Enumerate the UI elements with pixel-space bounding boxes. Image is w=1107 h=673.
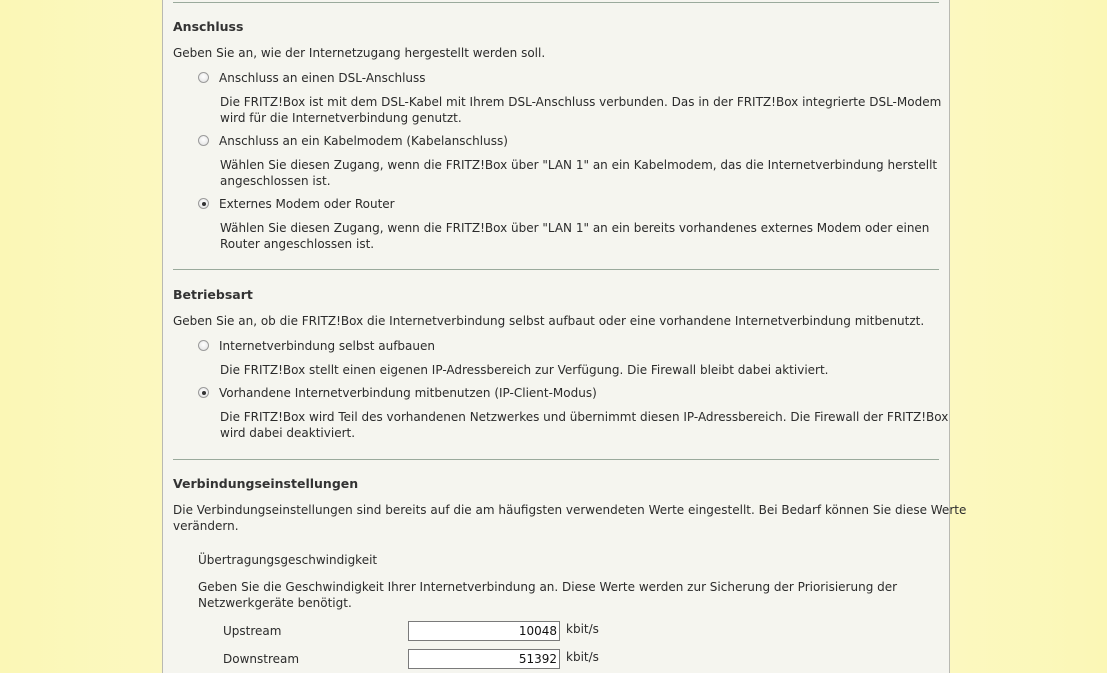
- radio-selbst-aufbauen[interactable]: [198, 340, 209, 351]
- section-heading-anschluss: Anschluss: [173, 19, 244, 34]
- option-desc-externes-modem-1: Wählen Sie diesen Zugang, wenn die FRITZ!Box über "LAN 1" an ein bereits vorhandenes externes Modem oder einen: [220, 221, 930, 235]
- anschluss-intro: Geben Sie an, wie der Internetzugang hergestellt werden soll.: [173, 46, 546, 60]
- option-desc-kabelmodem-1: Wählen Sie diesen Zugang, wenn die FRITZ!Box über "LAN 1" an ein Kabelmodem, das die Internetverbindung herstellt: [220, 158, 938, 172]
- speed-desc-2: Netzwerkgeräte benötigt.: [198, 596, 352, 610]
- radio-externes-modem[interactable]: [198, 198, 209, 209]
- downstream-input[interactable]: 51392: [408, 649, 560, 669]
- divider: [173, 269, 939, 270]
- divider: [173, 459, 939, 460]
- option-desc-externes-modem-2: Router angeschlossen ist.: [220, 237, 375, 251]
- radio-ip-client-modus[interactable]: [198, 387, 209, 398]
- verbindung-intro-2: verändern.: [173, 519, 239, 533]
- option-label-ip-client[interactable]: Vorhandene Internetverbindung mitbenutzen (IP-Client-Modus): [219, 386, 597, 400]
- option-desc-ip-client-1: Die FRITZ!Box wird Teil des vorhandenen Netzwerkes und übernimmt diesen IP-Adressbereich. Die Firewall der FRITZ!Box: [220, 410, 949, 424]
- section-heading-betriebsart: Betriebsart: [173, 287, 253, 302]
- section-heading-verbindung: Verbindungseinstellungen: [173, 476, 359, 491]
- option-desc-ip-client-2: wird dabei deaktiviert.: [220, 426, 356, 440]
- speed-desc-1: Geben Sie die Geschwindigkeit Ihrer Internetverbindung an. Diese Werte werden zur Sicherung der Priorisierung der: [198, 580, 898, 594]
- option-label-externes-modem[interactable]: Externes Modem oder Router: [219, 197, 395, 211]
- option-label-selbst-aufbauen[interactable]: Internetverbindung selbst aufbauen: [219, 339, 435, 353]
- upstream-unit: kbit/s: [566, 622, 599, 636]
- upstream-input[interactable]: 10048: [408, 621, 560, 641]
- option-desc-selbst-aufbauen: Die FRITZ!Box stellt einen eigenen IP-Adressbereich zur Verfügung. Die Firewall bleibt dabei aktiviert.: [220, 363, 829, 377]
- speed-title: Übertragungsgeschwindigkeit: [198, 553, 378, 567]
- downstream-unit: kbit/s: [566, 650, 599, 664]
- option-label-kabelmodem[interactable]: Anschluss an ein Kabelmodem (Kabelanschluss): [219, 134, 508, 148]
- verbindung-intro-1: Die Verbindungseinstellungen sind bereits auf die am häufigsten verwendeten Werte eingestellt. Bei Bedarf können Sie diese Werte: [173, 503, 967, 517]
- radio-kabelmodem[interactable]: [198, 135, 209, 146]
- option-desc-dsl-2: wird für die Internetverbindung genutzt.: [220, 111, 462, 125]
- upstream-label: Upstream: [223, 624, 282, 638]
- option-label-dsl[interactable]: Anschluss an einen DSL-Anschluss: [219, 71, 426, 85]
- radio-dsl-anschluss[interactable]: [198, 72, 209, 83]
- settings-panel: [162, 0, 967, 673]
- betriebsart-intro: Geben Sie an, ob die FRITZ!Box die Internetverbindung selbst aufbaut oder eine vorhandene Internetverbindung mitbenutzt.: [173, 314, 925, 328]
- divider: [173, 2, 939, 3]
- downstream-label: Downstream: [223, 652, 300, 666]
- option-desc-kabelmodem-2: angeschlossen ist.: [220, 174, 331, 188]
- option-desc-dsl-1: Die FRITZ!Box ist mit dem DSL-Kabel mit Ihrem DSL-Anschluss verbunden. Das in der FRITZ!Box integrierte DSL-Modem: [220, 95, 942, 109]
